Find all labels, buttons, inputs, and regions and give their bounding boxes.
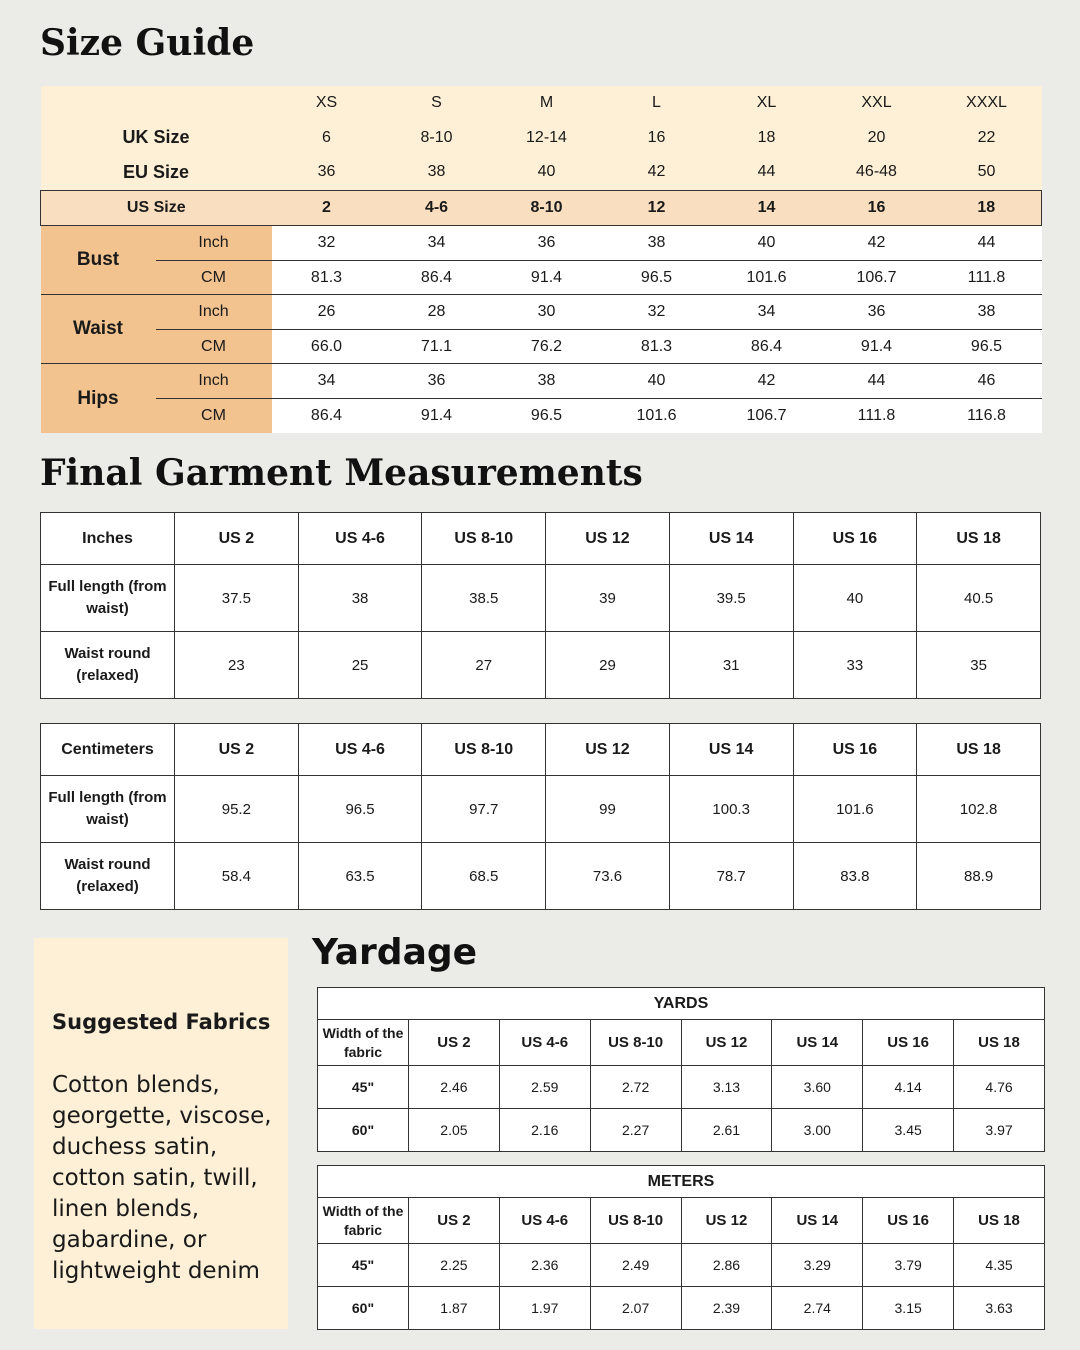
value-cell: 4.76 [954, 1066, 1045, 1109]
value-cell: 2.49 [590, 1244, 681, 1287]
value-cell: 68.5 [422, 843, 546, 910]
column-header: US 8-10 [422, 724, 546, 776]
hips-cm-cell: 106.7 [712, 399, 822, 433]
column-header: US 8-10 [422, 513, 546, 565]
column-header: US 16 [863, 1198, 954, 1244]
waist-cm-cell: 81.3 [602, 330, 712, 364]
value-cell: 27 [422, 632, 546, 699]
column-header: US 4-6 [499, 1198, 590, 1244]
uk-size-cell: 8-10 [382, 120, 492, 155]
column-header: US 16 [793, 513, 917, 565]
value-cell: 3.29 [772, 1244, 863, 1287]
yardage-yards-table [317, 987, 1045, 1152]
bust-cm-cell: 111.8 [932, 260, 1042, 294]
waist-inch-cell: 26 [272, 295, 382, 330]
value-cell: 2.72 [590, 1066, 681, 1109]
value-cell: 3.00 [772, 1109, 863, 1152]
hips-cm-unit: CM [156, 399, 272, 433]
eu-size-cell: 36 [272, 155, 382, 190]
column-header: US 2 [409, 1198, 500, 1244]
value-cell: 3.97 [954, 1109, 1045, 1152]
letter-size-cell: XS [272, 86, 382, 120]
eu-size-cell: 50 [932, 155, 1042, 190]
us-size-label: US Size [41, 190, 272, 225]
row-label: 45" [318, 1066, 409, 1109]
letter-size-row [41, 86, 1042, 120]
yardage-meters-table [317, 1165, 1045, 1330]
row-label: 60" [318, 1109, 409, 1152]
table-row [41, 632, 1041, 699]
column-header: US 2 [175, 724, 299, 776]
value-cell: 40 [793, 565, 917, 632]
column-header: US 2 [409, 1020, 500, 1066]
value-cell: 3.15 [863, 1287, 954, 1330]
value-cell: 102.8 [917, 776, 1041, 843]
uk-size-cell: 16 [602, 120, 712, 155]
letter-size-cell: XXL [822, 86, 932, 120]
value-cell: 100.3 [669, 776, 793, 843]
column-header: US 18 [954, 1020, 1045, 1066]
hips-inch-cell: 44 [822, 364, 932, 399]
value-cell: 73.6 [546, 843, 670, 910]
uk-size-cell: 12-14 [492, 120, 602, 155]
us-size-row [41, 190, 1042, 225]
bust-inch-cell: 42 [822, 225, 932, 260]
waist-inch-cell: 32 [602, 295, 712, 330]
waist-cm-row [41, 330, 1042, 364]
suggested-fabrics-text: Cotton blends, georgette, viscose, duchess satin, cotton satin, twill, linen blends, gabardine, or lightweight denim [52, 1072, 272, 1284]
final-garment-title: Final Garment Measurements [40, 452, 643, 494]
table-row [41, 565, 1041, 632]
waist-cm-cell: 91.4 [822, 330, 932, 364]
unit-header: Inches [41, 513, 175, 565]
waist-inch-cell: 38 [932, 295, 1042, 330]
column-header: US 16 [863, 1020, 954, 1066]
value-cell: 58.4 [175, 843, 299, 910]
value-cell: 2.74 [772, 1287, 863, 1330]
value-cell: 2.05 [409, 1109, 500, 1152]
suggested-fabrics-title: Suggested Fabrics [52, 1010, 271, 1034]
garment-inches-table [40, 512, 1041, 699]
waist-label: Waist [41, 295, 156, 364]
hips-cm-cell: 116.8 [932, 399, 1042, 433]
table-caption: METERS [318, 1166, 1045, 1198]
us-size-cell: 2 [272, 190, 382, 225]
column-header: US 16 [793, 724, 917, 776]
column-header: US 2 [175, 513, 299, 565]
row-label: Waist round (relaxed) [41, 632, 175, 699]
column-header: US 8-10 [590, 1198, 681, 1244]
bust-inch-cell: 32 [272, 225, 382, 260]
table-row [41, 776, 1041, 843]
us-size-cell: 14 [712, 190, 822, 225]
size-guide-title: Size Guide [40, 22, 255, 64]
value-cell: 35 [917, 632, 1041, 699]
waist-inch-cell: 28 [382, 295, 492, 330]
letter-size-cell: M [492, 86, 602, 120]
value-cell: 78.7 [669, 843, 793, 910]
uk-size-cell: 22 [932, 120, 1042, 155]
value-cell: 2.39 [681, 1287, 772, 1330]
hips-inch-cell: 42 [712, 364, 822, 399]
value-cell: 23 [175, 632, 299, 699]
value-cell: 3.60 [772, 1066, 863, 1109]
value-cell: 3.79 [863, 1244, 954, 1287]
waist-cm-cell: 86.4 [712, 330, 822, 364]
header-row [318, 1198, 1045, 1244]
bust-cm-cell: 96.5 [602, 260, 712, 294]
waist-inch-row [41, 295, 1042, 330]
suggested-fabrics-panel [34, 938, 288, 1329]
width-header: Width of the fabric [318, 1198, 409, 1244]
bust-cm-unit: CM [156, 260, 272, 294]
hips-inch-cell: 46 [932, 364, 1042, 399]
bust-cm-cell: 86.4 [382, 260, 492, 294]
header-row [41, 724, 1041, 776]
hips-cm-cell: 101.6 [602, 399, 712, 433]
waist-inch-cell: 36 [822, 295, 932, 330]
hips-cm-row [41, 399, 1042, 433]
column-header: US 14 [669, 724, 793, 776]
us-size-cell: 4-6 [382, 190, 492, 225]
value-cell: 3.45 [863, 1109, 954, 1152]
bust-cm-cell: 106.7 [822, 260, 932, 294]
value-cell: 31 [669, 632, 793, 699]
waist-cm-unit: CM [156, 330, 272, 364]
table-row [318, 1287, 1045, 1330]
bust-inch-unit: Inch [156, 225, 272, 260]
bust-label: Bust [41, 225, 156, 294]
letter-size-cell: S [382, 86, 492, 120]
uk-size-row [41, 120, 1042, 155]
eu-size-cell: 42 [602, 155, 712, 190]
column-header: US 14 [772, 1020, 863, 1066]
eu-size-cell: 40 [492, 155, 602, 190]
column-header: US 4-6 [298, 513, 422, 565]
value-cell: 97.7 [422, 776, 546, 843]
bust-cm-cell: 81.3 [272, 260, 382, 294]
letter-size-cell: XXXL [932, 86, 1042, 120]
row-label: Waist round (relaxed) [41, 843, 175, 910]
waist-inch-cell: 34 [712, 295, 822, 330]
value-cell: 2.36 [499, 1244, 590, 1287]
unit-header: Centimeters [41, 724, 175, 776]
eu-size-label: EU Size [41, 155, 272, 190]
header-row [318, 1020, 1045, 1066]
value-cell: 33 [793, 632, 917, 699]
bust-inch-row [41, 225, 1042, 260]
column-header: US 18 [917, 724, 1041, 776]
us-size-cell: 8-10 [492, 190, 602, 225]
hips-inch-cell: 40 [602, 364, 712, 399]
caption-row [318, 1166, 1045, 1198]
row-label: Full length (from waist) [41, 776, 175, 843]
value-cell: 2.27 [590, 1109, 681, 1152]
us-size-cell: 12 [602, 190, 712, 225]
value-cell: 83.8 [793, 843, 917, 910]
hips-inch-row [41, 364, 1042, 399]
column-header: US 12 [546, 513, 670, 565]
garment-centimeters-table [40, 723, 1041, 910]
table-row [318, 1244, 1045, 1287]
value-cell: 88.9 [917, 843, 1041, 910]
value-cell: 95.2 [175, 776, 299, 843]
column-header: US 18 [917, 513, 1041, 565]
column-header: US 4-6 [298, 724, 422, 776]
letter-size-cell: L [602, 86, 712, 120]
value-cell: 2.16 [499, 1109, 590, 1152]
column-header: US 8-10 [590, 1020, 681, 1066]
column-header: US 12 [546, 724, 670, 776]
width-header: Width of the fabric [318, 1020, 409, 1066]
uk-size-cell: 20 [822, 120, 932, 155]
table-caption: YARDS [318, 988, 1045, 1020]
hips-cm-cell: 91.4 [382, 399, 492, 433]
size-guide-table [40, 86, 1042, 433]
eu-size-cell: 38 [382, 155, 492, 190]
value-cell: 38.5 [422, 565, 546, 632]
value-cell: 4.14 [863, 1066, 954, 1109]
hips-inch-cell: 34 [272, 364, 382, 399]
header-row [41, 513, 1041, 565]
value-cell: 1.87 [409, 1287, 500, 1330]
waist-cm-cell: 71.1 [382, 330, 492, 364]
hips-cm-cell: 111.8 [822, 399, 932, 433]
us-size-cell: 18 [932, 190, 1042, 225]
uk-size-cell: 6 [272, 120, 382, 155]
hips-cm-cell: 96.5 [492, 399, 602, 433]
table-row [41, 843, 1041, 910]
value-cell: 29 [546, 632, 670, 699]
hips-label: Hips [41, 364, 156, 433]
column-header: US 12 [681, 1198, 772, 1244]
row-label: 45" [318, 1244, 409, 1287]
bust-cm-cell: 101.6 [712, 260, 822, 294]
value-cell: 99 [546, 776, 670, 843]
bust-cm-row [41, 260, 1042, 294]
column-header: US 14 [772, 1198, 863, 1244]
value-cell: 25 [298, 632, 422, 699]
yardage-title: Yardage [312, 932, 478, 973]
value-cell: 2.25 [409, 1244, 500, 1287]
value-cell: 39.5 [669, 565, 793, 632]
value-cell: 96.5 [298, 776, 422, 843]
table-row [318, 1066, 1045, 1109]
column-header: US 4-6 [499, 1020, 590, 1066]
bust-inch-cell: 40 [712, 225, 822, 260]
eu-size-cell: 46-48 [822, 155, 932, 190]
bust-inch-cell: 36 [492, 225, 602, 260]
bust-cm-cell: 91.4 [492, 260, 602, 294]
letter-size-label [41, 86, 272, 120]
bust-inch-cell: 38 [602, 225, 712, 260]
letter-size-cell: XL [712, 86, 822, 120]
value-cell: 37.5 [175, 565, 299, 632]
waist-inch-cell: 30 [492, 295, 602, 330]
hips-inch-cell: 36 [382, 364, 492, 399]
row-label: 60" [318, 1287, 409, 1330]
hips-inch-cell: 38 [492, 364, 602, 399]
value-cell: 38 [298, 565, 422, 632]
value-cell: 2.46 [409, 1066, 500, 1109]
table-row [318, 1109, 1045, 1152]
caption-row [318, 988, 1045, 1020]
waist-cm-cell: 66.0 [272, 330, 382, 364]
value-cell: 39 [546, 565, 670, 632]
waist-inch-unit: Inch [156, 295, 272, 330]
value-cell: 3.13 [681, 1066, 772, 1109]
value-cell: 101.6 [793, 776, 917, 843]
uk-size-cell: 18 [712, 120, 822, 155]
value-cell: 2.86 [681, 1244, 772, 1287]
value-cell: 40.5 [917, 565, 1041, 632]
value-cell: 1.97 [499, 1287, 590, 1330]
value-cell: 4.35 [954, 1244, 1045, 1287]
value-cell: 3.63 [954, 1287, 1045, 1330]
value-cell: 63.5 [298, 843, 422, 910]
column-header: US 12 [681, 1020, 772, 1066]
eu-size-cell: 44 [712, 155, 822, 190]
column-header: US 14 [669, 513, 793, 565]
uk-size-label: UK Size [41, 120, 272, 155]
waist-cm-cell: 96.5 [932, 330, 1042, 364]
hips-cm-cell: 86.4 [272, 399, 382, 433]
waist-cm-cell: 76.2 [492, 330, 602, 364]
value-cell: 2.59 [499, 1066, 590, 1109]
value-cell: 2.07 [590, 1287, 681, 1330]
hips-inch-unit: Inch [156, 364, 272, 399]
row-label: Full length (from waist) [41, 565, 175, 632]
bust-inch-cell: 34 [382, 225, 492, 260]
value-cell: 2.61 [681, 1109, 772, 1152]
eu-size-row [41, 155, 1042, 190]
us-size-cell: 16 [822, 190, 932, 225]
column-header: US 18 [954, 1198, 1045, 1244]
bust-inch-cell: 44 [932, 225, 1042, 260]
